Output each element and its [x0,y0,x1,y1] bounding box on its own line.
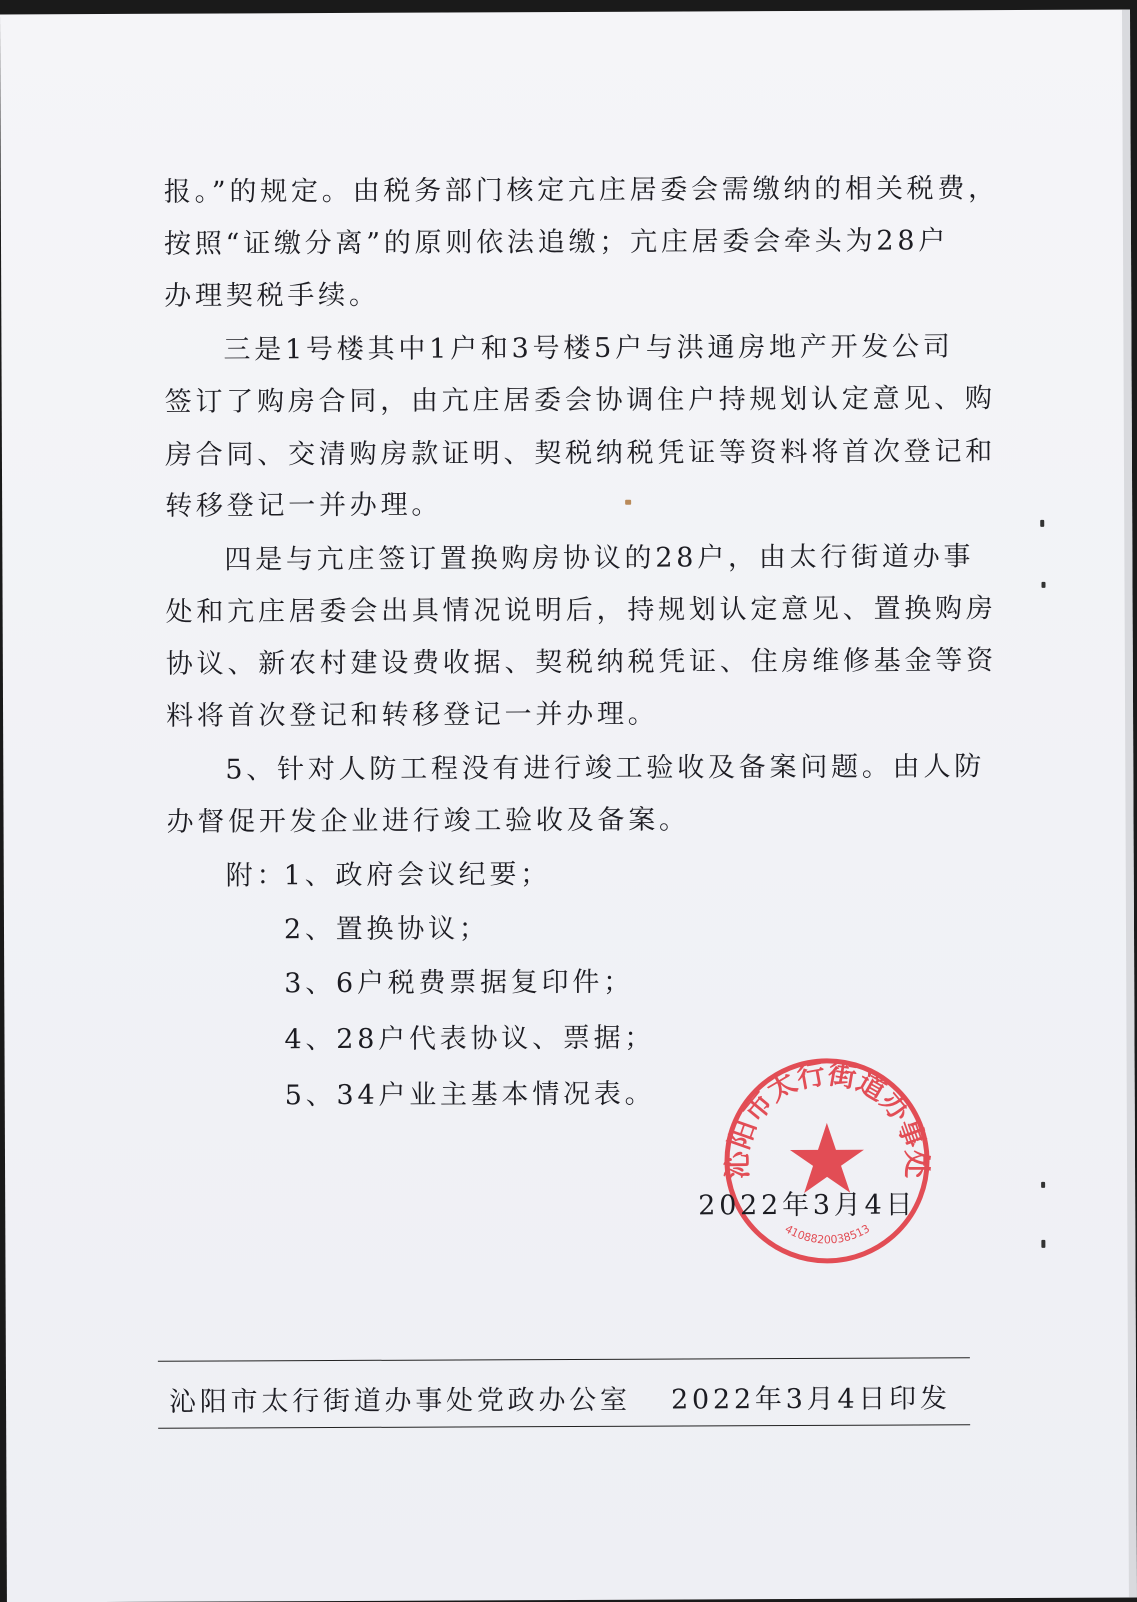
seal-org-text: 沁阳市太行街道办事处 [720,1057,934,1180]
scan-speck [1041,582,1045,588]
attachment-item: 3、6户税费票据复印件； [284,966,635,1000]
document-page [0,10,1137,1602]
body-line: 四是与亢庄签订置换购房协议的28户，由太行街道办事 [224,541,975,576]
body-line: 5、针对人防工程没有进行竣工验收及备案问题。由人防 [225,751,986,786]
seal-code-text: 4108820038513 [782,1222,873,1247]
scan-speck [1041,1182,1045,1188]
body-line: 三是1号楼其中1户和3号楼5户与洪通房地产开发公司 [223,331,954,366]
body-line: 转移登记一并办理。 [165,489,443,522]
attachment-item: 1、政府会议纪要； [283,859,552,892]
footer-issuer: 沁阳市太行街道办事处党政办公室 [168,1384,631,1418]
body-line: 签订了购房合同，由亢庄居委会协调住户持规划认定意见、购 [164,383,996,418]
body-line: 办理契税手续。 [164,279,380,312]
body-line: 房合同、交清购房款证明、契税纳税凭证等资料将首次登记和 [164,436,997,471]
footer-top-rule [158,1357,970,1362]
body-line: 处和亢庄居委会出具情况说明后，持规划认定意见、置换购房 [165,593,997,628]
seal-star-icon [790,1123,864,1193]
footer-issue-date: 2022年3月4日印发 [670,1383,951,1416]
scan-speck [1040,520,1044,527]
body-line: 报。”的规定。由税务部门核定亢庄居委会需缴纳的相关税费， [163,173,999,208]
attachment-item: 2、置换协议； [283,913,490,946]
body-line: 按照“证缴分离”的原则依法追缴；亢庄居委会牵头为28户 [163,225,950,260]
page-edge [1122,10,1137,1602]
attachment-item: 4、28户代表协议、票据； [284,1022,656,1056]
body-line: 办督促开发企业进行竣工验收及备案。 [166,804,690,838]
attachments-label: 附： [225,860,288,892]
body-line: 料将首次登记和转移登记一并办理。 [166,698,659,732]
official-seal [717,1050,938,1271]
scan-speck [1041,1240,1045,1248]
footer-bottom-rule [158,1424,970,1429]
signature-date: 2022年3月4日 [698,1189,917,1222]
scan-speck [625,500,631,505]
body-line: 协议、新农村建设费收据、契税纳税凭证、住房维修基金等资 [165,645,997,680]
attachment-item: 5、34户业主基本情况表。 [284,1078,656,1112]
